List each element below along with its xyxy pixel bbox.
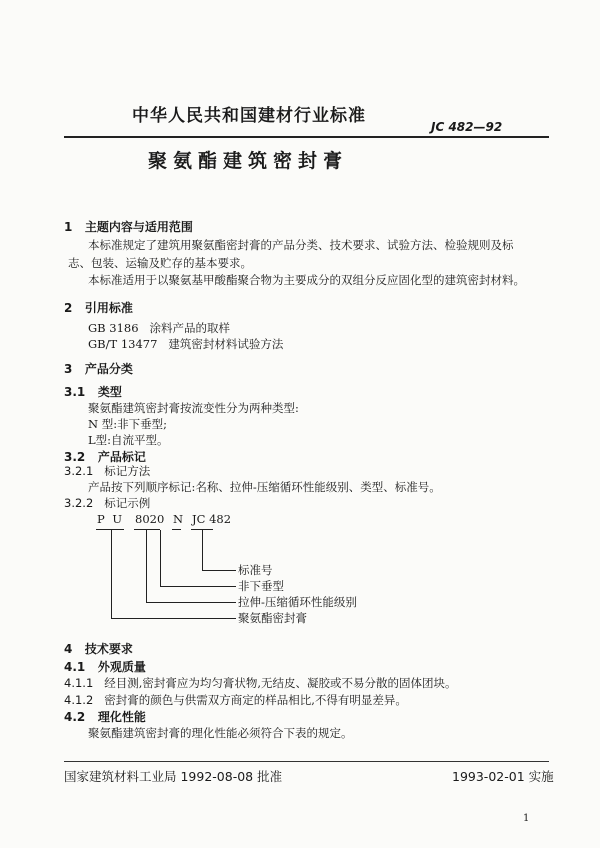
clause-text: 经目测,密封膏应为均匀膏状物,无结皮、凝胶或不易分散的固体团块。 [104, 676, 457, 690]
types-intro: 聚氨酯建筑密封膏按流变性分为两种类型: [88, 401, 299, 415]
mark-label-grade: 拉伸-压缩循环性能级别 [238, 595, 357, 609]
section-3-2-number: 3.2 [64, 450, 86, 464]
mark-leader-vertical [202, 530, 203, 571]
footer-rule [64, 761, 549, 762]
section-3-1-heading [64, 383, 122, 400]
section-4-title: 技术要求 [84, 642, 133, 656]
mark-underline [172, 529, 181, 530]
section-2-title: 引用标准 [84, 301, 133, 315]
marking-method-text: 产品按下列顺序标记:名称、拉伸-压缩循环性能级别、类型、标准号。 [88, 480, 441, 494]
section-4-2-title: 理化性能 [97, 710, 146, 724]
mark-leader-horizontal [160, 586, 236, 587]
mark-leader-horizontal [146, 602, 236, 603]
section-4-heading [64, 640, 133, 657]
section-3-2-1-title: 标记方法 [104, 464, 151, 478]
section-3-2-2-title: 标记示例 [104, 496, 151, 510]
section-2-number: 2 [64, 301, 73, 315]
clause-number: 4.1.1 [64, 676, 94, 690]
issuing-body-title: 中华人民共和国建材行业标准 [132, 106, 366, 126]
section-3-2-1-number: 3.2.1 [64, 464, 94, 478]
standard-code [431, 120, 502, 134]
mark-token-standard: JC 482 [192, 512, 232, 526]
section-3-1-title: 类型 [97, 385, 122, 399]
section-3-title: 产品分类 [84, 362, 133, 376]
reference-item [88, 335, 283, 353]
mark-token-name: P U [97, 512, 125, 526]
implementation-date: 1993-02-01 实施 [452, 769, 554, 784]
section-2-heading [64, 299, 133, 316]
reference-code: GB/T 13477 [88, 337, 158, 351]
section-3-2-title: 产品标记 [97, 450, 146, 464]
document-title: 聚氨酯建筑密封膏 [148, 150, 349, 172]
standard-code-text: JC 482—92 [431, 120, 503, 134]
section-1-heading [64, 218, 193, 235]
clause-number: 4.1.2 [64, 693, 94, 707]
section-3-number: 3 [64, 362, 73, 376]
section-4-1-number: 4.1 [64, 660, 86, 674]
mark-leader-vertical [111, 530, 112, 619]
mark-underline [96, 529, 124, 530]
mark-token-type: N [173, 512, 184, 526]
header-rule [64, 136, 549, 138]
section-4-2-heading [64, 708, 146, 725]
page-number: 1 [523, 813, 530, 824]
section-1-paragraph-2: 本标准适用于以聚氨基甲酸酯聚合物为主要成分的双组分反应固化型的建筑密封材料。 [88, 273, 525, 287]
section-1-paragraph-1: 本标准规定了建筑用聚氨酯密封膏的产品分类、技术要求、试验方法、检验规则及标志、包装、运输及贮存的基本要求。 [68, 238, 514, 270]
mark-label-standard: 标准号 [238, 563, 273, 577]
section-4-1-title: 外观质量 [97, 660, 146, 674]
mark-token-grade: 8020 [135, 512, 165, 526]
approval-line: 国家建筑材料工业局 1992-08-08 批准 [64, 769, 283, 784]
type-l-item: L型:自流平型。 [88, 433, 169, 447]
mark-leader-vertical [146, 530, 147, 603]
clause-text: 密封膏的颜色与供需双方商定的样品相比,不得有明显差异。 [104, 693, 407, 707]
clause-4-1-1 [64, 674, 457, 692]
reference-name: 涂料产品的取样 [149, 321, 231, 335]
section-4-1-heading [64, 658, 146, 675]
section-3-2-2-number: 3.2.2 [64, 496, 94, 510]
section-3-1-number: 3.1 [64, 385, 86, 399]
mark-leader-horizontal [111, 618, 236, 619]
section-3-heading [64, 360, 133, 377]
clause-4-1-2 [64, 691, 407, 709]
mark-leader-horizontal [202, 570, 236, 571]
section-4-number: 4 [64, 642, 73, 656]
type-n-item: N 型:非下垂型; [88, 417, 167, 431]
reference-code: GB 3186 [88, 321, 139, 335]
mark-underline [134, 529, 160, 530]
mark-label-name: 聚氨酯密封膏 [238, 611, 307, 625]
mark-leader-vertical [160, 530, 161, 587]
reference-name: 建筑密封材料试验方法 [168, 337, 284, 351]
section-4-2-text: 聚氨酯建筑密封膏的理化性能必须符合下表的规定。 [88, 726, 353, 740]
section-1-number: 1 [64, 220, 73, 234]
section-1-title: 主题内容与适用范围 [84, 220, 193, 234]
mark-label-type: 非下垂型 [238, 579, 284, 593]
section-4-2-number: 4.2 [64, 710, 86, 724]
